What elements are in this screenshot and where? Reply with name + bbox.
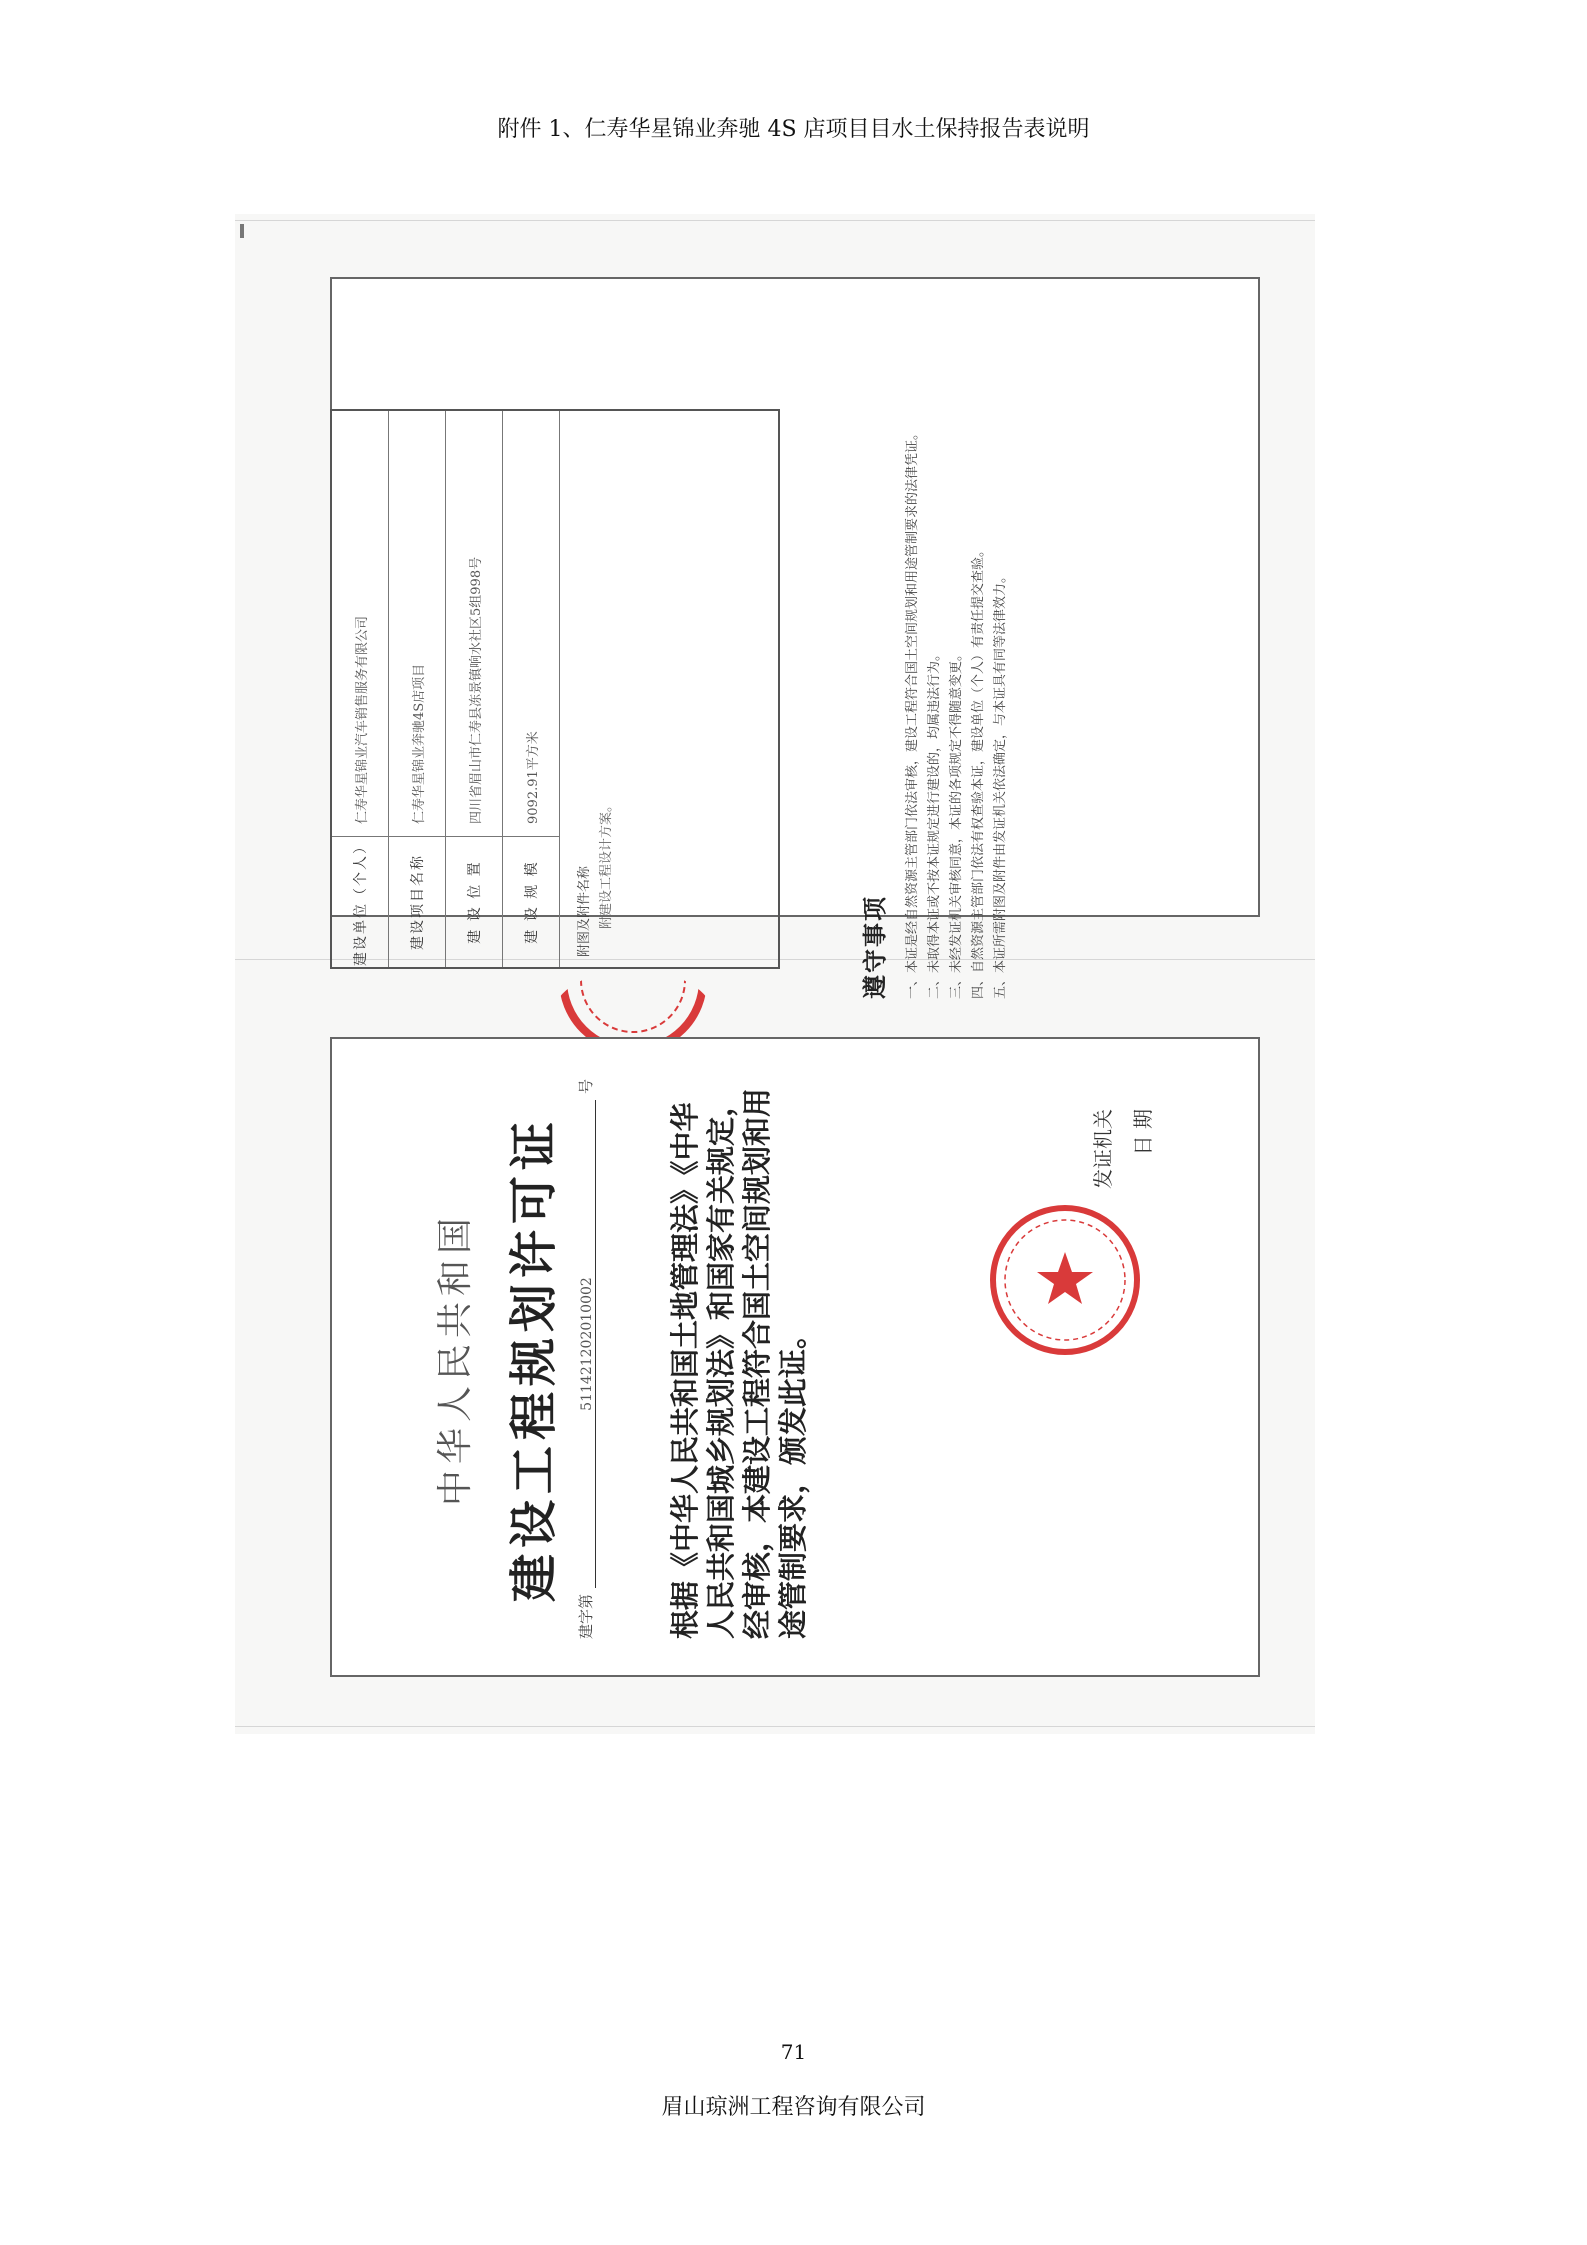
attachments-label: 附图及附件名称: [577, 865, 592, 957]
attachments-cell: [560, 789, 778, 967]
info-value: 9092.91平方米: [525, 731, 541, 824]
info-label: 建设单位（个人）: [332, 836, 388, 967]
issue-date-label: 日 期: [1131, 1109, 1155, 1156]
permit-info-table: [330, 409, 780, 969]
table-row: [560, 411, 778, 967]
compliance-item: 四、自然资源主管部门依法有权查验本证，建设单位（个人）有责任提交查验。: [971, 543, 986, 999]
issuer-label: 发证机关: [1091, 1109, 1115, 1189]
certificate-body: 根据《中华人民共和国土地管理法》《中华人民共和国城乡规划法》和国家有关规定，经审核，本建设工程符合国土空间规划和用途管制要求，颁发此证。: [668, 1087, 810, 1639]
compliance-item: 一、本证是经自然资源主管部门依法审核，建设工程符合国土空间规划和用途管制要求的法律凭证。: [905, 426, 920, 999]
number-value: 511421202010002: [579, 1100, 596, 1588]
scan-line: [235, 1726, 1315, 1727]
scan-mark: [240, 224, 244, 238]
number-prefix: 建字第: [577, 1593, 595, 1639]
page-number: 71: [780, 2040, 807, 2064]
info-label: 建 设 规 模: [503, 836, 559, 967]
permit-certificate-page: [330, 1037, 1260, 1677]
info-label: 建设项目名称: [389, 836, 445, 967]
compliance-item: 二、未取得本证或不按本证规定进行建设的，均属违法行为。: [927, 647, 942, 999]
table-row: [389, 411, 446, 967]
info-value: 仁寿华星锦业汽车销售服务有限公司: [354, 615, 370, 824]
info-value: 仁寿华星锦业奔驰4S店项目: [411, 663, 427, 824]
info-label: 建 设 位 置: [446, 836, 502, 967]
country-name: 中华人民共和国: [435, 1212, 476, 1507]
compliance-item: 五、本证所需附图及附件由发证机关依法确定，与本证具有同等法律效力。: [993, 569, 1008, 999]
certificate-number: [575, 1079, 596, 1639]
footer-company: 眉山琼洲工程咨询有限公司: [661, 2095, 926, 2120]
table-row: [503, 411, 560, 967]
certificate-content: [347, 1069, 1247, 1649]
info-value: 四川省眉山市仁寿县冻景镇响水社区5组998号: [468, 556, 484, 824]
permit-info-page: [330, 277, 1260, 999]
certificate-title: 建设工程规划许可证: [506, 1116, 562, 1603]
table-row: [332, 411, 389, 967]
compliance-title: 遵守事项: [860, 895, 889, 999]
compliance-section: [860, 399, 1124, 999]
page-header: 附件 1、仁寿华星锦业奔驰 4S 店项目目水土保持报告表说明: [497, 117, 1090, 142]
table-row: [446, 411, 503, 967]
number-suffix: 号: [577, 1079, 595, 1095]
attachments-value: 附建设工程设计方案。: [599, 798, 614, 929]
compliance-item: 三、未经发证机关审核同意，本证的各项规定不得随意变更。: [949, 647, 964, 999]
